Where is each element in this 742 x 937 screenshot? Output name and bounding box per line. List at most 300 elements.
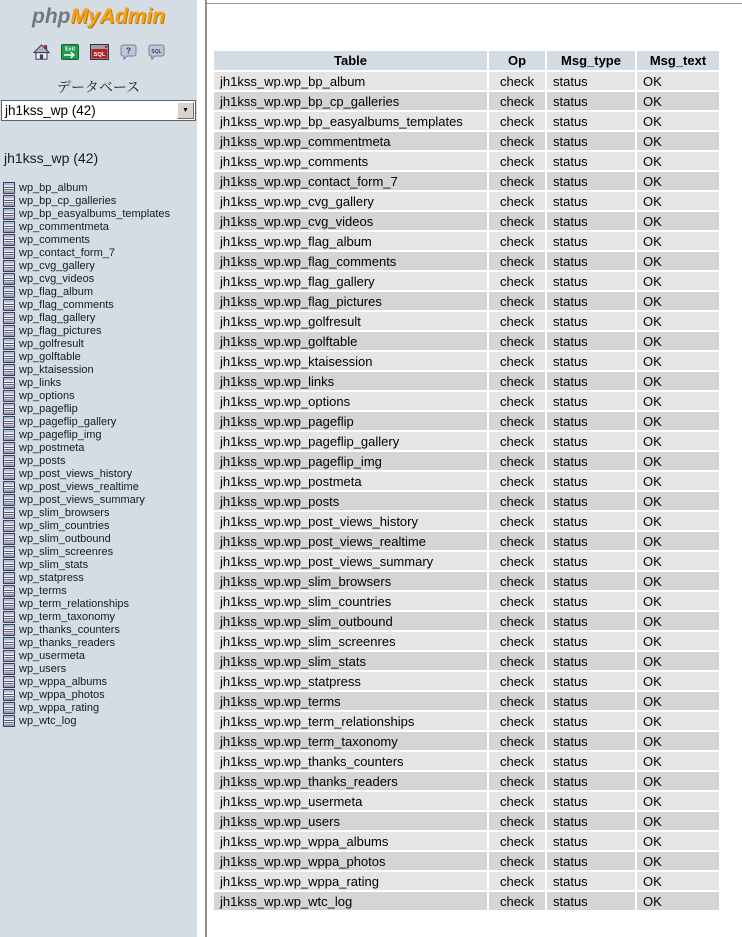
cell-msg-type: status xyxy=(547,112,635,130)
cell-table-name: jh1kss_wp.wp_statpress xyxy=(214,672,487,690)
cell-msg-text: OK xyxy=(637,472,719,490)
cell-msg-text: OK xyxy=(637,892,719,910)
sidebar-table-label: wp_commentmeta xyxy=(19,220,109,233)
sidebar-table-label: wp_post_views_realtime xyxy=(19,480,139,493)
cell-msg-text: OK xyxy=(637,852,719,870)
table-row xyxy=(214,732,719,750)
cell-op: check xyxy=(489,172,545,190)
table-icon xyxy=(3,624,15,636)
table-row xyxy=(214,532,719,550)
sidebar-table-item[interactable] xyxy=(3,298,197,311)
cell-msg-type: status xyxy=(547,832,635,850)
sidebar-table-item[interactable] xyxy=(3,714,197,727)
cell-msg-type: status xyxy=(547,552,635,570)
table-icon xyxy=(3,585,15,597)
cell-msg-text: OK xyxy=(637,732,719,750)
column-header-op: Op xyxy=(489,51,545,70)
cell-op: check xyxy=(489,632,545,650)
table-row xyxy=(214,812,719,830)
cell-op: check xyxy=(489,312,545,330)
cell-table-name: jh1kss_wp.wp_slim_countries xyxy=(214,592,487,610)
sidebar-table-item[interactable] xyxy=(3,441,197,454)
sidebar-table-item[interactable] xyxy=(3,389,197,402)
cell-msg-type: status xyxy=(547,772,635,790)
cell-op: check xyxy=(489,192,545,210)
sidebar-table-label: wp_golfresult xyxy=(19,337,84,350)
cell-msg-text: OK xyxy=(637,152,719,170)
cell-table-name: jh1kss_wp.wp_pageflip xyxy=(214,412,487,430)
column-header-msg-text: Msg_text xyxy=(637,51,719,70)
cell-op: check xyxy=(489,712,545,730)
sidebar-table-item[interactable] xyxy=(3,597,197,610)
table-icon xyxy=(3,468,15,480)
cell-op: check xyxy=(489,232,545,250)
sidebar-table-item[interactable] xyxy=(3,623,197,636)
query-icon-label: SQL xyxy=(150,48,162,55)
cell-table-name: jh1kss_wp.wp_flag_gallery xyxy=(214,272,487,290)
cell-op: check xyxy=(489,292,545,310)
cell-op: check xyxy=(489,572,545,590)
cell-op: check xyxy=(489,672,545,690)
cell-msg-text: OK xyxy=(637,232,719,250)
sidebar-table-label: wp_cvg_videos xyxy=(19,272,95,285)
help-bubble-icon[interactable] xyxy=(120,44,137,60)
frame-divider xyxy=(207,3,742,4)
table-row xyxy=(214,432,719,450)
database-label: データベース xyxy=(56,79,141,95)
cell-table-name: jh1kss_wp.wp_commentmeta xyxy=(214,132,487,150)
cell-table-name: jh1kss_wp.wp_bp_easyalbums_templates xyxy=(214,112,487,130)
cell-table-name: jh1kss_wp.wp_wppa_rating xyxy=(214,872,487,890)
table-icon xyxy=(3,260,15,272)
cell-msg-type: status xyxy=(547,472,635,490)
cell-msg-type: status xyxy=(547,892,635,910)
sidebar-table-item[interactable] xyxy=(3,493,197,506)
cell-msg-text: OK xyxy=(637,252,719,270)
table-icon xyxy=(3,702,15,714)
cell-msg-type: status xyxy=(547,752,635,770)
table-row xyxy=(214,612,719,630)
cell-msg-type: status xyxy=(547,192,635,210)
cell-msg-text: OK xyxy=(637,272,719,290)
table-row xyxy=(214,452,719,470)
cell-msg-text: OK xyxy=(637,672,719,690)
table-icon xyxy=(3,338,15,350)
table-row xyxy=(214,72,719,90)
sidebar-table-label: wp_flag_album xyxy=(19,285,93,298)
sidebar-table-label: wp_bp_easyalbums_templates xyxy=(19,207,171,220)
sidebar-table-item[interactable] xyxy=(3,675,197,688)
table-row xyxy=(214,832,719,850)
sidebar-table-item[interactable] xyxy=(3,662,197,675)
sidebar-table-label: wp_wtc_log xyxy=(19,714,77,727)
table-icon xyxy=(3,351,15,363)
cell-msg-type: status xyxy=(547,492,635,510)
cell-op: check xyxy=(489,592,545,610)
table-icon xyxy=(3,429,15,441)
table-icon xyxy=(3,182,15,194)
cell-table-name: jh1kss_wp.wp_wtc_log xyxy=(214,892,487,910)
sidebar-table-item[interactable] xyxy=(3,636,197,649)
sidebar-table-item[interactable] xyxy=(3,207,197,220)
sidebar-table-item[interactable] xyxy=(3,545,197,558)
table-row xyxy=(214,212,719,230)
cell-msg-text: OK xyxy=(637,812,719,830)
cell-msg-text: OK xyxy=(637,792,719,810)
table-row xyxy=(214,632,719,650)
cell-table-name: jh1kss_wp.wp_terms xyxy=(214,692,487,710)
sidebar-table-item[interactable] xyxy=(3,350,197,363)
home-icon[interactable] xyxy=(33,44,50,60)
cell-msg-type: status xyxy=(547,852,635,870)
table-icon xyxy=(3,364,15,376)
cell-msg-text: OK xyxy=(637,412,719,430)
sidebar-table-item[interactable] xyxy=(3,415,197,428)
table-row xyxy=(214,572,719,590)
query-bubble-icon[interactable] xyxy=(148,44,165,60)
cell-op: check xyxy=(489,732,545,750)
sidebar-table-item[interactable] xyxy=(3,220,197,233)
cell-msg-text: OK xyxy=(637,392,719,410)
sidebar-table-item[interactable] xyxy=(3,376,197,389)
sidebar-table-label: wp_post_views_history xyxy=(19,467,133,480)
sidebar-table-label: wp_pageflip_img xyxy=(19,428,102,441)
cell-msg-text: OK xyxy=(637,132,719,150)
cell-table-name: jh1kss_wp.wp_post_views_history xyxy=(214,512,487,530)
table-icon xyxy=(3,325,15,337)
table-row xyxy=(214,712,719,730)
cell-msg-type: status xyxy=(547,92,635,110)
cell-msg-text: OK xyxy=(637,712,719,730)
cell-msg-type: status xyxy=(547,612,635,630)
cell-msg-text: OK xyxy=(637,772,719,790)
sidebar xyxy=(0,0,197,937)
table-row xyxy=(214,792,719,810)
sidebar-table-label: wp_bp_cp_galleries xyxy=(19,194,117,207)
cell-msg-text: OK xyxy=(637,872,719,890)
sidebar-table-label: wp_comments xyxy=(19,233,90,246)
cell-msg-type: status xyxy=(547,432,635,450)
sidebar-table-item[interactable] xyxy=(3,571,197,584)
table-row xyxy=(214,772,719,790)
table-icon xyxy=(3,416,15,428)
cell-op: check xyxy=(489,92,545,110)
cell-msg-type: status xyxy=(547,292,635,310)
cell-msg-text: OK xyxy=(637,512,719,530)
cell-op: check xyxy=(489,472,545,490)
table-row xyxy=(214,312,719,330)
sidebar-table-item[interactable] xyxy=(3,259,197,272)
cell-msg-text: OK xyxy=(637,332,719,350)
cell-msg-type: status xyxy=(547,452,635,470)
table-row xyxy=(214,592,719,610)
cell-msg-type: status xyxy=(547,512,635,530)
table-row xyxy=(214,892,719,910)
sidebar-table-label: wp_wppa_photos xyxy=(19,688,105,701)
table-row xyxy=(214,152,719,170)
sidebar-table-label: wp_contact_form_7 xyxy=(19,246,115,259)
sidebar-table-label: wp_flag_gallery xyxy=(19,311,96,324)
table-row xyxy=(214,132,719,150)
cell-table-name: jh1kss_wp.wp_usermeta xyxy=(214,792,487,810)
cell-msg-type: status xyxy=(547,732,635,750)
sidebar-table-item[interactable] xyxy=(3,532,197,545)
sidebar-table-label: wp_options xyxy=(19,389,75,402)
sidebar-table-item[interactable] xyxy=(3,246,197,259)
cell-msg-text: OK xyxy=(637,832,719,850)
cell-op: check xyxy=(489,512,545,530)
cell-op: check xyxy=(489,492,545,510)
cell-msg-type: status xyxy=(547,272,635,290)
table-row xyxy=(214,852,719,870)
cell-msg-type: status xyxy=(547,792,635,810)
sidebar-table-label: wp_statpress xyxy=(19,571,84,584)
cell-msg-text: OK xyxy=(637,612,719,630)
cell-op: check xyxy=(489,252,545,270)
table-row xyxy=(214,352,719,370)
sidebar-table-label: wp_golftable xyxy=(19,350,81,363)
cell-table-name: jh1kss_wp.wp_golftable xyxy=(214,332,487,350)
sidebar-table-item[interactable] xyxy=(3,584,197,597)
sidebar-table-item[interactable] xyxy=(3,454,197,467)
table-row xyxy=(214,872,719,890)
cell-msg-text: OK xyxy=(637,112,719,130)
table-icon xyxy=(3,377,15,389)
cell-msg-type: status xyxy=(547,812,635,830)
dropdown-arrow-icon[interactable]: ▼ xyxy=(177,102,194,119)
sidebar-table-item[interactable] xyxy=(3,428,197,441)
table-icon xyxy=(3,611,15,623)
cell-msg-text: OK xyxy=(637,372,719,390)
table-icon xyxy=(3,533,15,545)
table-icon xyxy=(3,312,15,324)
cell-msg-text: OK xyxy=(637,652,719,670)
sidebar-table-item[interactable] xyxy=(3,701,197,714)
cell-table-name: jh1kss_wp.wp_pageflip_gallery xyxy=(214,432,487,450)
cell-msg-type: status xyxy=(547,172,635,190)
cell-msg-text: OK xyxy=(637,292,719,310)
database-select-value: jh1kss_wp (42) xyxy=(5,103,96,118)
cell-msg-type: status xyxy=(547,352,635,370)
sidebar-table-item[interactable] xyxy=(3,649,197,662)
cell-table-name: jh1kss_wp.wp_users xyxy=(214,812,487,830)
cell-msg-type: status xyxy=(547,652,635,670)
cell-op: check xyxy=(489,892,545,910)
sidebar-table-label: wp_usermeta xyxy=(19,649,86,662)
cell-table-name: jh1kss_wp.wp_thanks_counters xyxy=(214,752,487,770)
table-row xyxy=(214,472,719,490)
column-header-msg-type: Msg_type xyxy=(547,51,635,70)
cell-op: check xyxy=(489,272,545,290)
cell-table-name: jh1kss_wp.wp_cvg_videos xyxy=(214,212,487,230)
cell-msg-text: OK xyxy=(637,212,719,230)
sidebar-table-label: wp_slim_outbound xyxy=(19,532,111,545)
table-icon xyxy=(3,221,15,233)
table-row xyxy=(214,172,719,190)
sidebar-table-item[interactable] xyxy=(3,506,197,519)
sidebar-table-label: wp_pageflip_gallery xyxy=(19,415,117,428)
sql-window-icon[interactable] xyxy=(90,44,109,60)
cell-op: check xyxy=(489,372,545,390)
sidebar-table-label: wp_wppa_rating xyxy=(19,701,100,714)
sidebar-table-label: wp_bp_album xyxy=(19,181,88,194)
table-icon xyxy=(3,507,15,519)
cell-op: check xyxy=(489,612,545,630)
cell-op: check xyxy=(489,752,545,770)
cell-msg-type: status xyxy=(547,532,635,550)
table-icon xyxy=(3,572,15,584)
cell-table-name: jh1kss_wp.wp_pageflip_img xyxy=(214,452,487,470)
sidebar-table-item[interactable] xyxy=(3,181,197,194)
sidebar-table-label: wp_term_relationships xyxy=(19,597,130,610)
sidebar-table-item[interactable] xyxy=(3,467,197,480)
cell-msg-type: status xyxy=(547,152,635,170)
phpmyadmin-logo[interactable] xyxy=(0,5,197,29)
table-icon xyxy=(3,663,15,675)
cell-msg-text: OK xyxy=(637,432,719,450)
table-icon xyxy=(3,234,15,246)
help-icon-label: ? xyxy=(125,45,131,56)
sidebar-table-label: wp_slim_stats xyxy=(19,558,89,571)
database-select[interactable] xyxy=(1,100,196,121)
sidebar-table-label: wp_flag_pictures xyxy=(19,324,102,337)
table-row xyxy=(214,392,719,410)
cell-op: check xyxy=(489,852,545,870)
exit-icon[interactable] xyxy=(61,44,79,60)
sidebar-table-item[interactable] xyxy=(3,324,197,337)
sidebar-table-item[interactable] xyxy=(3,285,197,298)
sidebar-table-item[interactable] xyxy=(3,337,197,350)
cell-msg-type: status xyxy=(547,692,635,710)
cell-msg-type: status xyxy=(547,872,635,890)
table-row xyxy=(214,92,719,110)
sidebar-table-label: wp_ktaisession xyxy=(19,363,94,376)
cell-msg-type: status xyxy=(547,412,635,430)
cell-op: check xyxy=(489,832,545,850)
cell-op: check xyxy=(489,532,545,550)
cell-msg-text: OK xyxy=(637,592,719,610)
cell-op: check xyxy=(489,812,545,830)
cell-msg-text: OK xyxy=(637,172,719,190)
cell-msg-type: status xyxy=(547,672,635,690)
database-heading-link[interactable]: jh1kss_wp (42) xyxy=(4,150,99,166)
cell-table-name: jh1kss_wp.wp_slim_stats xyxy=(214,652,487,670)
sidebar-toolbar xyxy=(0,42,197,62)
cell-table-name: jh1kss_wp.wp_post_views_summary xyxy=(214,552,487,570)
table-row xyxy=(214,752,719,770)
main-content xyxy=(207,0,742,937)
cell-table-name: jh1kss_wp.wp_slim_outbound xyxy=(214,612,487,630)
sidebar-table-item[interactable] xyxy=(3,480,197,493)
logo-php-text: php xyxy=(32,5,71,28)
cell-table-name: jh1kss_wp.wp_golfresult xyxy=(214,312,487,330)
cell-msg-text: OK xyxy=(637,552,719,570)
sidebar-table-item[interactable] xyxy=(3,610,197,623)
cell-table-name: jh1kss_wp.wp_contact_form_7 xyxy=(214,172,487,190)
cell-op: check xyxy=(489,352,545,370)
table-icon xyxy=(3,689,15,701)
sidebar-table-item[interactable] xyxy=(3,233,197,246)
cell-table-name: jh1kss_wp.wp_links xyxy=(214,372,487,390)
cell-op: check xyxy=(489,792,545,810)
table-icon xyxy=(3,247,15,259)
cell-table-name: jh1kss_wp.wp_wppa_albums xyxy=(214,832,487,850)
sidebar-table-item[interactable] xyxy=(3,402,197,415)
sidebar-table-item[interactable] xyxy=(3,272,197,285)
table-row xyxy=(214,372,719,390)
sidebar-table-item[interactable] xyxy=(3,311,197,324)
cell-op: check xyxy=(489,412,545,430)
cell-op: check xyxy=(489,72,545,90)
sidebar-table-item[interactable] xyxy=(3,363,197,376)
cell-op: check xyxy=(489,432,545,450)
table-row xyxy=(214,652,719,670)
cell-msg-text: OK xyxy=(637,632,719,650)
cell-table-name: jh1kss_wp.wp_bp_cp_galleries xyxy=(214,92,487,110)
cell-op: check xyxy=(489,552,545,570)
table-icon xyxy=(3,650,15,662)
sidebar-table-item[interactable] xyxy=(3,519,197,532)
cell-op: check xyxy=(489,452,545,470)
frame-separator[interactable] xyxy=(197,0,207,937)
cell-msg-type: status xyxy=(547,372,635,390)
table-icon xyxy=(3,520,15,532)
table-row xyxy=(214,112,719,130)
cell-msg-text: OK xyxy=(637,92,719,110)
cell-msg-text: OK xyxy=(637,72,719,90)
cell-table-name: jh1kss_wp.wp_thanks_readers xyxy=(214,772,487,790)
sidebar-table-label: wp_wppa_albums xyxy=(19,675,108,688)
cell-table-name: jh1kss_wp.wp_term_taxonomy xyxy=(214,732,487,750)
cell-msg-text: OK xyxy=(637,452,719,470)
column-header-table: Table xyxy=(214,51,487,70)
table-row xyxy=(214,252,719,270)
sidebar-table-item[interactable] xyxy=(3,688,197,701)
cell-table-name: jh1kss_wp.wp_posts xyxy=(214,492,487,510)
cell-table-name: jh1kss_wp.wp_term_relationships xyxy=(214,712,487,730)
table-icon xyxy=(3,195,15,207)
cell-table-name: jh1kss_wp.wp_bp_album xyxy=(214,72,487,90)
sidebar-table-label: wp_cvg_gallery xyxy=(19,259,95,272)
cell-table-name: jh1kss_wp.wp_flag_comments xyxy=(214,252,487,270)
sidebar-table-item[interactable] xyxy=(3,194,197,207)
cell-msg-text: OK xyxy=(637,532,719,550)
table-row xyxy=(214,692,719,710)
cell-msg-type: status xyxy=(547,252,635,270)
sql-icon-label: SQL xyxy=(93,51,105,58)
table-icon xyxy=(3,403,15,415)
sidebar-table-item[interactable] xyxy=(3,558,197,571)
table-row xyxy=(214,272,719,290)
table-icon xyxy=(3,676,15,688)
table-icon xyxy=(3,286,15,298)
cell-msg-text: OK xyxy=(637,352,719,370)
cell-msg-type: status xyxy=(547,712,635,730)
cell-table-name: jh1kss_wp.wp_comments xyxy=(214,152,487,170)
cell-msg-text: OK xyxy=(637,572,719,590)
cell-table-name: jh1kss_wp.wp_postmeta xyxy=(214,472,487,490)
sidebar-table-label: wp_postmeta xyxy=(19,441,85,454)
cell-msg-text: OK xyxy=(637,692,719,710)
cell-msg-type: status xyxy=(547,392,635,410)
table-icon xyxy=(3,455,15,467)
table-list xyxy=(0,181,197,727)
sidebar-table-label: wp_links xyxy=(19,376,62,389)
table-icon xyxy=(3,208,15,220)
cell-msg-type: status xyxy=(547,592,635,610)
table-row xyxy=(214,192,719,210)
cell-op: check xyxy=(489,212,545,230)
